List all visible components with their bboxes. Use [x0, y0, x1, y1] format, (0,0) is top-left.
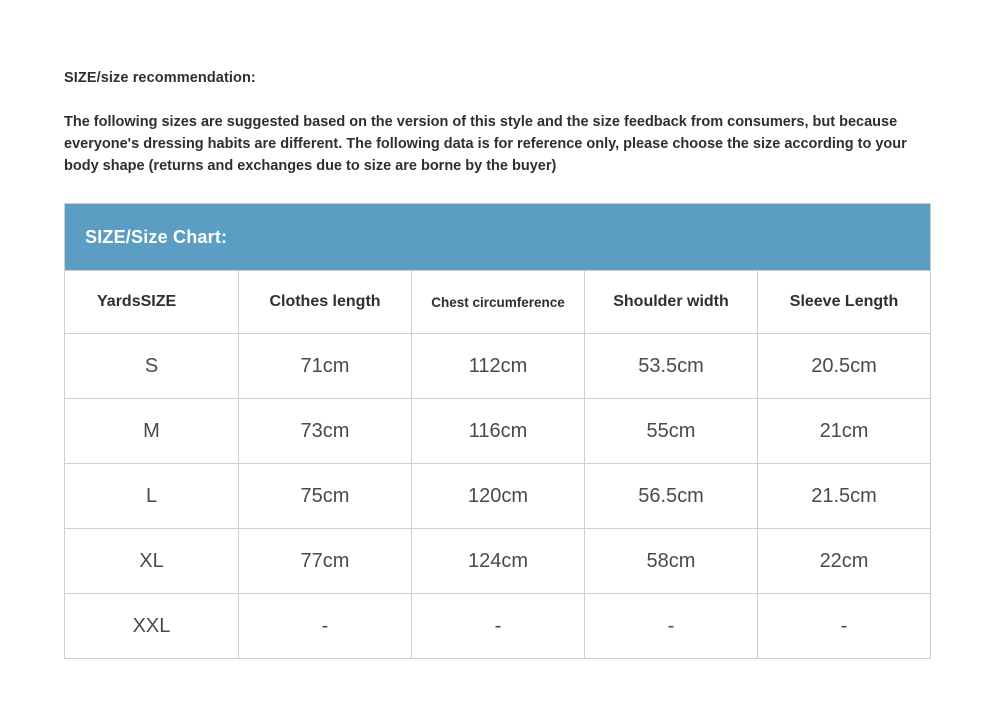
cell-sleeve: 20.5cm [758, 334, 931, 399]
cell-shoulder: 53.5cm [585, 334, 758, 399]
cell-sleeve: 21cm [758, 399, 931, 464]
table-row [65, 399, 931, 464]
column-header-shoulder-width: Shoulder width [585, 271, 758, 334]
table-row [65, 464, 931, 529]
column-header-clothes-length: Clothes length [239, 271, 412, 334]
cell-shoulder: 58cm [585, 529, 758, 594]
column-header-sleeve-length: Sleeve Length [758, 271, 931, 334]
table-title-row [65, 204, 931, 271]
table-title: SIZE/Size Chart: [65, 204, 931, 271]
cell-clothes-length: 77cm [239, 529, 412, 594]
column-header-chest-circumference: Chest circumference [412, 271, 585, 334]
cell-chest: 112cm [412, 334, 585, 399]
cell-clothes-length: 75cm [239, 464, 412, 529]
table-row [65, 529, 931, 594]
cell-size: L [65, 464, 239, 529]
page-title: SIZE/size recommendation: [64, 70, 256, 86]
size-recommendation-paragraph: The following sizes are suggested based on the version of this style and the size feedback from consumers, but because everyone's dressing habits are different. The following data is for reference only, please choose the size according to your body shape (returns and exchanges due to size are borne by the buyer) [64, 114, 907, 174]
size-chart-table-wrapper [64, 203, 930, 659]
cell-sleeve: 21.5cm [758, 464, 931, 529]
size-chart-table [64, 203, 931, 659]
cell-shoulder: 55cm [585, 399, 758, 464]
cell-chest: 124cm [412, 529, 585, 594]
cell-chest: - [412, 594, 585, 659]
cell-chest: 116cm [412, 399, 585, 464]
cell-size: XL [65, 529, 239, 594]
cell-clothes-length: 71cm [239, 334, 412, 399]
cell-clothes-length: 73cm [239, 399, 412, 464]
cell-sleeve: 22cm [758, 529, 931, 594]
cell-size: XXL [65, 594, 239, 659]
cell-shoulder: - [585, 594, 758, 659]
cell-size: S [65, 334, 239, 399]
cell-sleeve: - [758, 594, 931, 659]
column-header-size: YardsSIZE [65, 271, 239, 334]
cell-chest: 120cm [412, 464, 585, 529]
table-row [65, 594, 931, 659]
cell-clothes-length: - [239, 594, 412, 659]
table-header-row [65, 271, 931, 334]
cell-shoulder: 56.5cm [585, 464, 758, 529]
cell-size: M [65, 399, 239, 464]
table-row [65, 334, 931, 399]
